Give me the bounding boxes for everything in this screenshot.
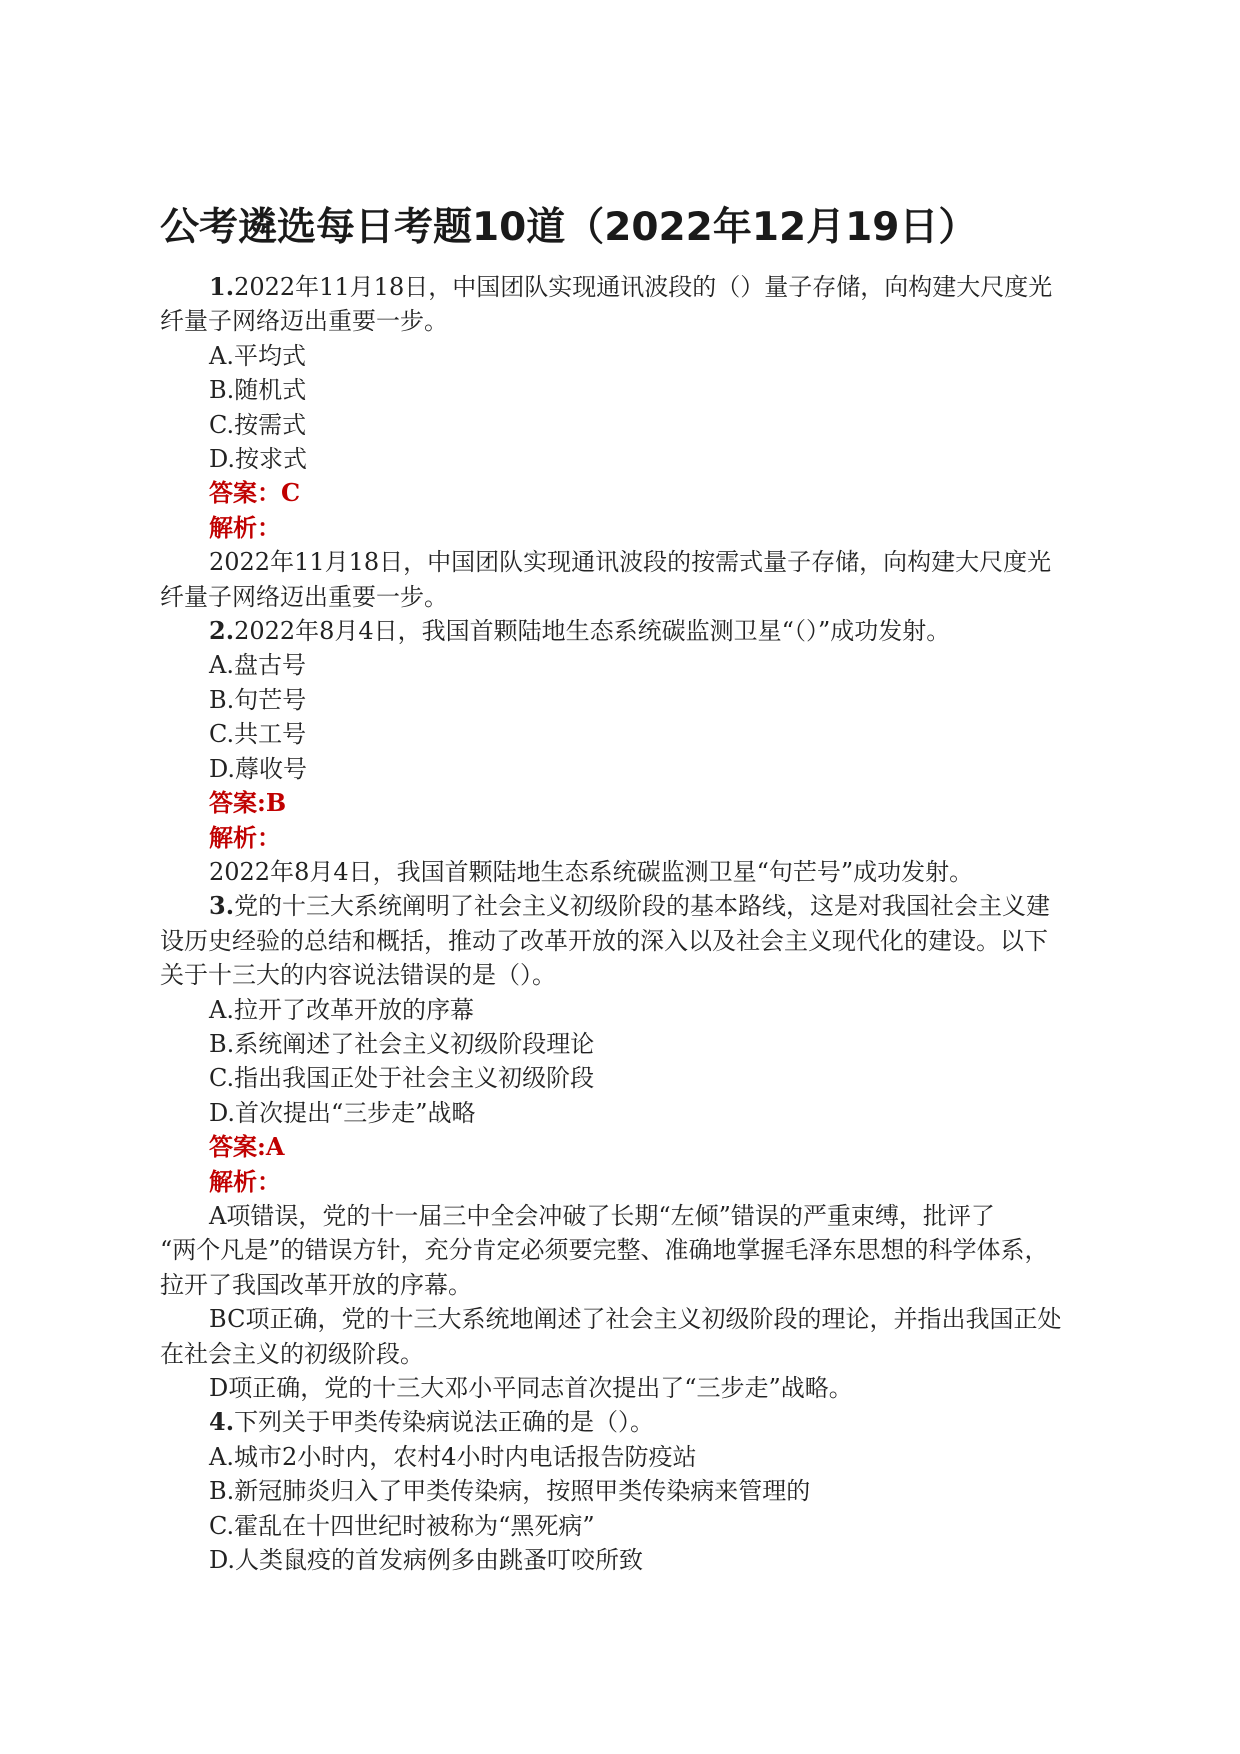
analysis-text-cont: 拉开了我国改革开放的序幕。 xyxy=(160,1270,472,1299)
option-c: C.指出我国正处于社会主义初级阶段 xyxy=(209,1064,595,1093)
option-c: C.霍乱在十四世纪时被称为“黑死病” xyxy=(209,1511,595,1540)
answer-label: 答案：C xyxy=(209,478,301,508)
option-b: B.新冠肺炎归入了甲类传染病，按照甲类传染病来管理的 xyxy=(209,1477,811,1506)
option-b: B.句芒号 xyxy=(209,685,307,714)
question-1-stem xyxy=(160,270,1090,304)
question-text: 2022年11月18日，中国团队实现通讯波段的（）量子存储，向构建大尺度光 xyxy=(234,273,1053,301)
question-text: 下列关于甲类传染病说法正确的是（）。 xyxy=(234,1408,655,1437)
option-d: D.按求式 xyxy=(209,445,308,474)
question-text: 2022年8月4日，我国首颗陆地生态系统碳监测卫星“（）”成功发射。 xyxy=(234,617,951,646)
question-number: 1. xyxy=(209,272,235,301)
question-2-stem xyxy=(160,614,1090,648)
question-4-stem xyxy=(160,1405,1090,1439)
option-b: B.随机式 xyxy=(209,376,307,405)
option-d: D.蓐收号 xyxy=(209,754,308,783)
question-text-cont: 关于十三大的内容说法错误的是（）。 xyxy=(160,961,556,990)
analysis-text: D项正确，党的十三大邓小平同志首次提出了“三步走”战略。 xyxy=(209,1374,853,1402)
question-text: 党的十三大系统阐明了社会主义初级阶段的基本路线，这是对我国社会主义建 xyxy=(234,892,1051,921)
analysis-text-cont: 纤量子网络迈出重要一步。 xyxy=(160,582,448,611)
option-a: A.拉开了改革开放的序幕 xyxy=(209,995,474,1024)
answer-label: 答案:B xyxy=(209,788,287,818)
question-text-cont: 纤量子网络迈出重要一步。 xyxy=(160,307,448,336)
option-c: C.按需式 xyxy=(209,410,307,439)
analysis-text: 2022年8月4日，我国首颗陆地生态系统碳监测卫星“句芒号”成功发射。 xyxy=(209,857,974,886)
analysis-label: 解析： xyxy=(209,512,281,542)
question-list xyxy=(160,270,1090,1577)
analysis-text: A项错误，党的十一届三中全会冲破了长期“左倾”错误的严重束缚，批评了 xyxy=(209,1201,995,1230)
option-a: A.平均式 xyxy=(209,341,306,370)
page-title: 公考遴选每日考题10道（2022年12月19日） xyxy=(160,205,978,250)
analysis-text-cont: 在社会主义的初级阶段。 xyxy=(160,1339,424,1368)
option-a: A.城市2小时内，农村4小时内电话报告防疫站 xyxy=(209,1442,697,1471)
question-3-stem xyxy=(160,889,1090,923)
question-number: 2. xyxy=(209,616,235,646)
answer-label: 答案:A xyxy=(209,1132,285,1162)
analysis-text: 2022年11月18日，中国团队实现通讯波段的按需式量子存储，向构建大尺度光 xyxy=(209,548,1052,577)
analysis-text: BC项正确，党的十三大系统地阐述了社会主义初级阶段的理论，并指出我国正处 xyxy=(209,1305,1062,1334)
question-number: 4. xyxy=(209,1407,235,1437)
option-a: A.盘古号 xyxy=(209,651,306,680)
option-c: C.共工号 xyxy=(209,720,307,749)
option-d: D.人类鼠疫的首发病例多由跳蚤叮咬所致 xyxy=(209,1546,644,1575)
option-b: B.系统阐述了社会主义初级阶段理论 xyxy=(209,1029,595,1058)
question-number: 3. xyxy=(209,891,235,921)
question-text-cont: 设历史经验的总结和概括，推动了改革开放的深入以及社会主义现代化的建设。以下 xyxy=(160,926,1048,955)
option-d: D.首次提出“三步走”战略 xyxy=(209,1098,476,1127)
analysis-label: 解析： xyxy=(209,822,281,852)
analysis-label: 解析： xyxy=(209,1166,281,1196)
analysis-text-cont: “两个凡是”的错误方针，充分肯定必须要完整、准确地掌握毛泽东思想的科学体系， xyxy=(160,1236,1049,1265)
